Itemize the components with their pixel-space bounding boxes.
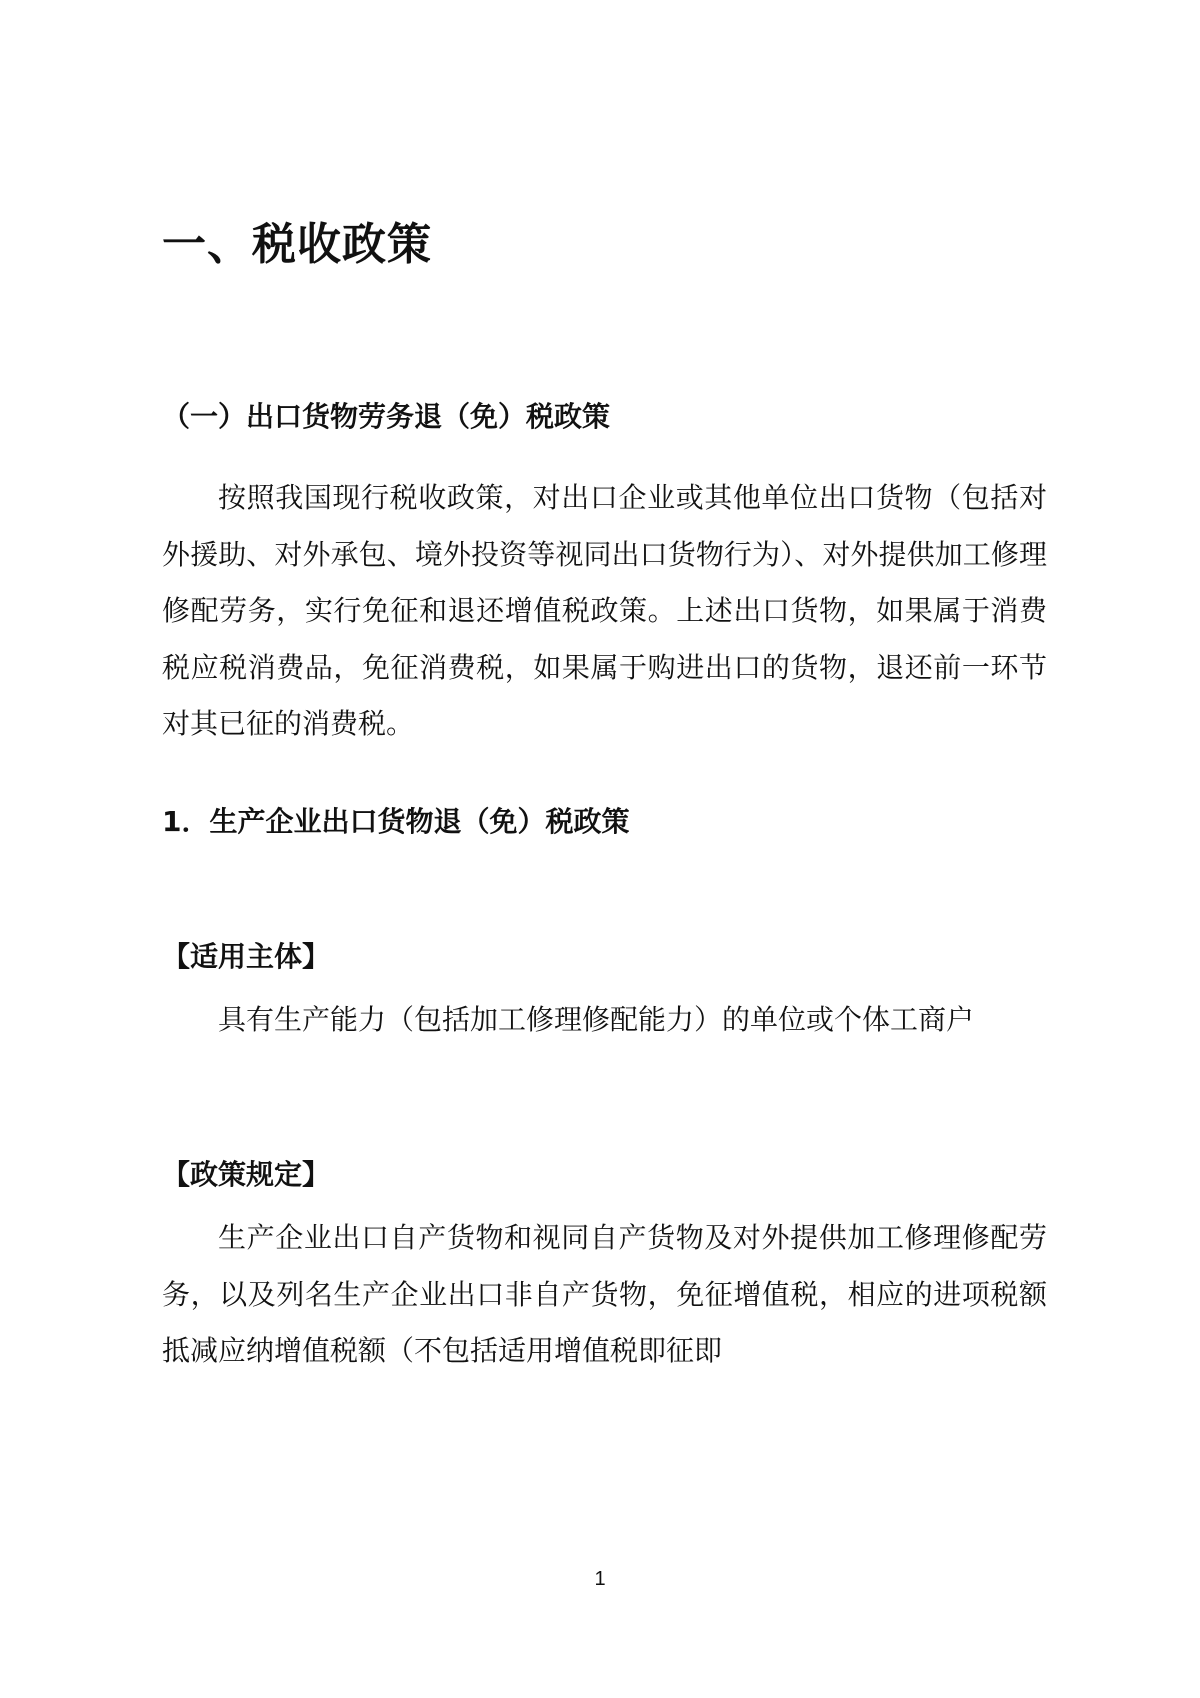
applicable-subject-text: 具有生产能力（包括加工修理修配能力）的单位或个体工商户 [218, 1003, 975, 1036]
subheading-production-enterprise: 1．生产企业出口货物退（免）税政策 [162, 805, 630, 838]
page-number: 1 [594, 1568, 606, 1590]
policy-text: 生产企业出口自产货物和视同自产货物及对外提供加工修理修配劳务，以及列名生产企业出口非自产货物，免征增值税，相应的进项税额抵减应纳增值税额（不包括适用增值税即征即 [162, 1221, 1047, 1367]
intro-paragraph: 按照我国现行税收政策，对出口企业或其他单位出口货物（包括对外援助、对外承包、境外投资等视同出口货物行为）、对外提供加工修理修配劳务，实行免征和退还增值税政策。上述出口货物，如果属于消费税应税消费品，免征消费税，如果属于购进出口的货物，退还前一环节对其已征的消费税。 [162, 481, 1047, 740]
section-heading: 一、税收政策 [162, 219, 432, 270]
policy-label: 【政策规定】 [162, 1158, 331, 1191]
subsection-heading: （一）出口货物劳务退（免）税政策 [162, 400, 611, 433]
applicable-subject-label: 【适用主体】 [162, 940, 331, 973]
